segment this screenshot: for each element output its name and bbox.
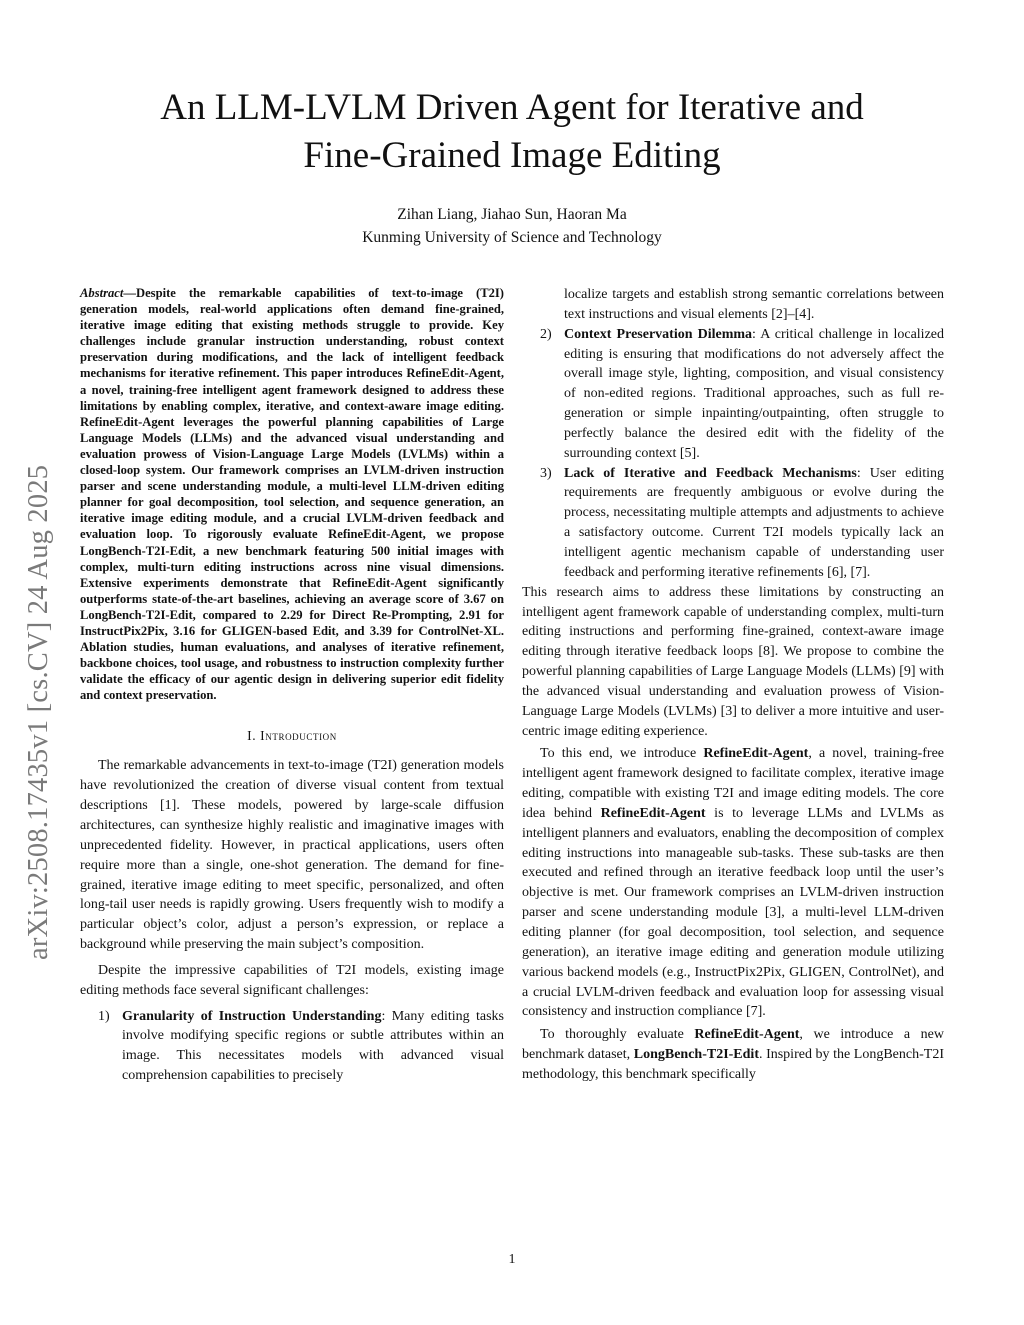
p5-text-a: To thoroughly evaluate bbox=[540, 1027, 695, 1043]
list-item-text: : User editing requirements are frequently ambiguous or evolve during the process, necessitating multiple attempts and adjustments to achieve a satisfactory outcome. Current T2I models typically lack an intelligent agentic mechanism capable of understanding user feedback and performing iterative refinements [6], [7]. bbox=[564, 465, 944, 580]
author-block bbox=[0, 203, 1024, 249]
section-heading-introduction: I. Introduction bbox=[247, 728, 337, 744]
paper-title bbox=[0, 84, 1024, 180]
p4-text-a: To this end, we introduce bbox=[540, 746, 704, 762]
p5-text-e: . Inspired by the LongBench-T2I methodology, this benchmark specifically bbox=[522, 1047, 944, 1082]
list-item-number: 2) bbox=[540, 326, 552, 342]
abstract bbox=[80, 285, 504, 703]
right-column bbox=[522, 285, 944, 1085]
abstract-label: Abstract bbox=[80, 286, 124, 300]
abstract-text: —Despite the remarkable capabilities of text-to-image (T2I) generation models, real-world applications often demand fine-grained, iterative image editing that existing methods struggle to provide. Key challenges include granular instruction understanding, robust context preservation during modifications, and the lack of intelligent feedback mechanisms for iterative refinement. This paper introduces RefineEdit-Agent, a novel, training-free intelligent agent framework designed to address these limitations by enabling complex, iterative, and context-aware image editing. RefineEdit-Agent leverages the powerful planning capabilities of Large Language Models (LLMs) and the advanced visual understanding and evaluation prowess of Vision-Language Large Models (LVLMs) within a closed-loop system. Our framework comprises an LVLM-driven instruction parser and scene understanding module, a multi-level LLM-driven editing planner for goal decomposition, tool selection, and sequence generation, an iterative image editing module, and a crucial LVLM-driven feedback and evaluation loop. To rigorously evaluate RefineEdit-Agent, we propose LongBench-T2I-Edit, a new benchmark featuring 500 initial images with complex, multi-turn editing instructions across nine visual dimensions. Extensive experiments demonstrate that RefineEdit-Agent significantly outperforms state-of-the-art baselines, achieving an average score of 3.67 on LongBench-T2I-Edit, compared to 2.29 for Direct Re-Prompting, 2.91 for InstructPix2Pix, 3.16 for GLIGEN-based Edit, and 3.39 for ControlNet-XL. Ablation studies, human evaluations, and analyses of iterative refinement, backbone choices, tool usage, and robustness to instruction complexity further validate the efficacy of our agentic design in delivering superior edit fidelity and context preservation. bbox=[80, 286, 504, 703]
list-item-continuation: localize targets and establish strong semantic correlations between text instructions and visual elements [2]–[4]. bbox=[564, 287, 944, 322]
p4-text-e: is to leverage LLMs and LVLMs as intelligent planners and evaluators, enabling the decomposition of complex editing instructions into manageable sub-tasks. These sub-tasks are then executed and refined through an iterative feedback loop until the user’s objective is met. Our framework comprises an LVLM-driven instruction parser and scene understanding module [3], a multi-level LLM-driven editing planner (for goal decomposition, tool selection, and sequence generation), an iterative image editing and generation module utilizing various backend models (e.g., InstructPix2Pix, GLIGEN, ControlNet), and a crucial LVLM-driven feedback and evaluation loop for assessing visual consistency and instruction compliance [7]. bbox=[522, 805, 945, 1020]
intro-paragraph-5 bbox=[522, 1025, 944, 1085]
list-item-term: Granularity of Instruction Understanding bbox=[122, 1008, 382, 1024]
affiliation: Kunming University of Science and Technology bbox=[362, 229, 662, 246]
list-item bbox=[522, 464, 944, 583]
list-item-text: : Many editing tasks involve modifying specific regions or subtle attributes within an image. This necessitates models with advanced visual comprehension capabilities to precisely bbox=[122, 1008, 505, 1084]
title-line-2: Fine-Grained Image Editing bbox=[303, 135, 721, 176]
list-item-term: Lack of Iterative and Feedback Mechanisms bbox=[564, 465, 857, 481]
list-item-text: : A critical challenge in localized editing is ensuring that modifications do not adversely affect the overall image style, lighting, composition, and visual consistency of non-edited regions. Traditional approaches, such as full re-generation or simple inpainting/outpainting, often struggle to perfectly balance the desired edit with the fidelity of the surrounding context [5]. bbox=[564, 326, 944, 461]
authors: Zihan Liang, Jiahao Sun, Haoran Ma bbox=[397, 206, 627, 223]
p5-text-c: , we introduce a new benchmark dataset, bbox=[522, 1027, 945, 1063]
p4-agent-name-2: RefineEdit-Agent bbox=[600, 805, 706, 821]
p5-agent-name: RefineEdit-Agent bbox=[694, 1027, 800, 1043]
intro-paragraph-4 bbox=[522, 744, 944, 1022]
intro-paragraph-2: Despite the impressive capabilities of T2I models, existing image editing methods face several significant challenges: bbox=[80, 962, 504, 998]
left-column bbox=[80, 285, 504, 1086]
title-line-1: An LLM-LVLM Driven Agent for Iterative and bbox=[160, 87, 864, 128]
intro-paragraph-1: The remarkable advancements in text-to-image (T2I) generation models have revolutionized the creation of diverse visual content from textual descriptions [1]. These models, powered by large-scale diffusion architectures, can synthesize highly realistic and imaginative images with unprecedented fidelity. However, in practical applications, users often require more than a single, one-shot generation. The demand for fine-grained, iterative image editing to meet specific, personalized, and often long-tail user needs is rapidly growing. Users frequently wish to modify a particular object’s color, adjust a person’s expression, or replace a background while preserving the main subject’s composition. bbox=[80, 758, 504, 953]
page-number: 1 bbox=[508, 1252, 516, 1267]
challenge-list-continued bbox=[522, 325, 944, 583]
challenge-list bbox=[80, 1007, 504, 1086]
list-item bbox=[80, 1007, 504, 1086]
p4-agent-name: RefineEdit-Agent bbox=[703, 746, 809, 762]
list-item-term: Context Preservation Dilemma bbox=[564, 326, 753, 342]
list-item-number: 3) bbox=[540, 465, 552, 481]
p5-benchmark-name: LongBench-T2I-Edit bbox=[633, 1047, 759, 1063]
list-item-number: 1) bbox=[98, 1008, 110, 1024]
list-item bbox=[522, 325, 944, 464]
p4-text-c: , a novel, training-free intelligent agent framework designed to facilitate complex, iterative image editing, compatible with existing T2I and image editing models. The core idea behind bbox=[522, 746, 944, 821]
arxiv-identifier: arXiv:2508.17435v1 [cs.CV] 24 Aug 2025 bbox=[23, 464, 54, 960]
intro-paragraph-3: This research aims to address these limitations by constructing an intelligent agent framework capable of understanding complex, multi-turn editing instructions and performing fine-grained, context-aware image editing through iterative feedback loops [8]. We propose to combine the powerful planning capabilities of Large Language Models (LLMs) [9] with the advanced visual understanding and evaluation prowess of Vision-Language Large Models (LVLMs) [3] to deliver a more intuitive and user-centric image editing experience. bbox=[522, 584, 944, 739]
